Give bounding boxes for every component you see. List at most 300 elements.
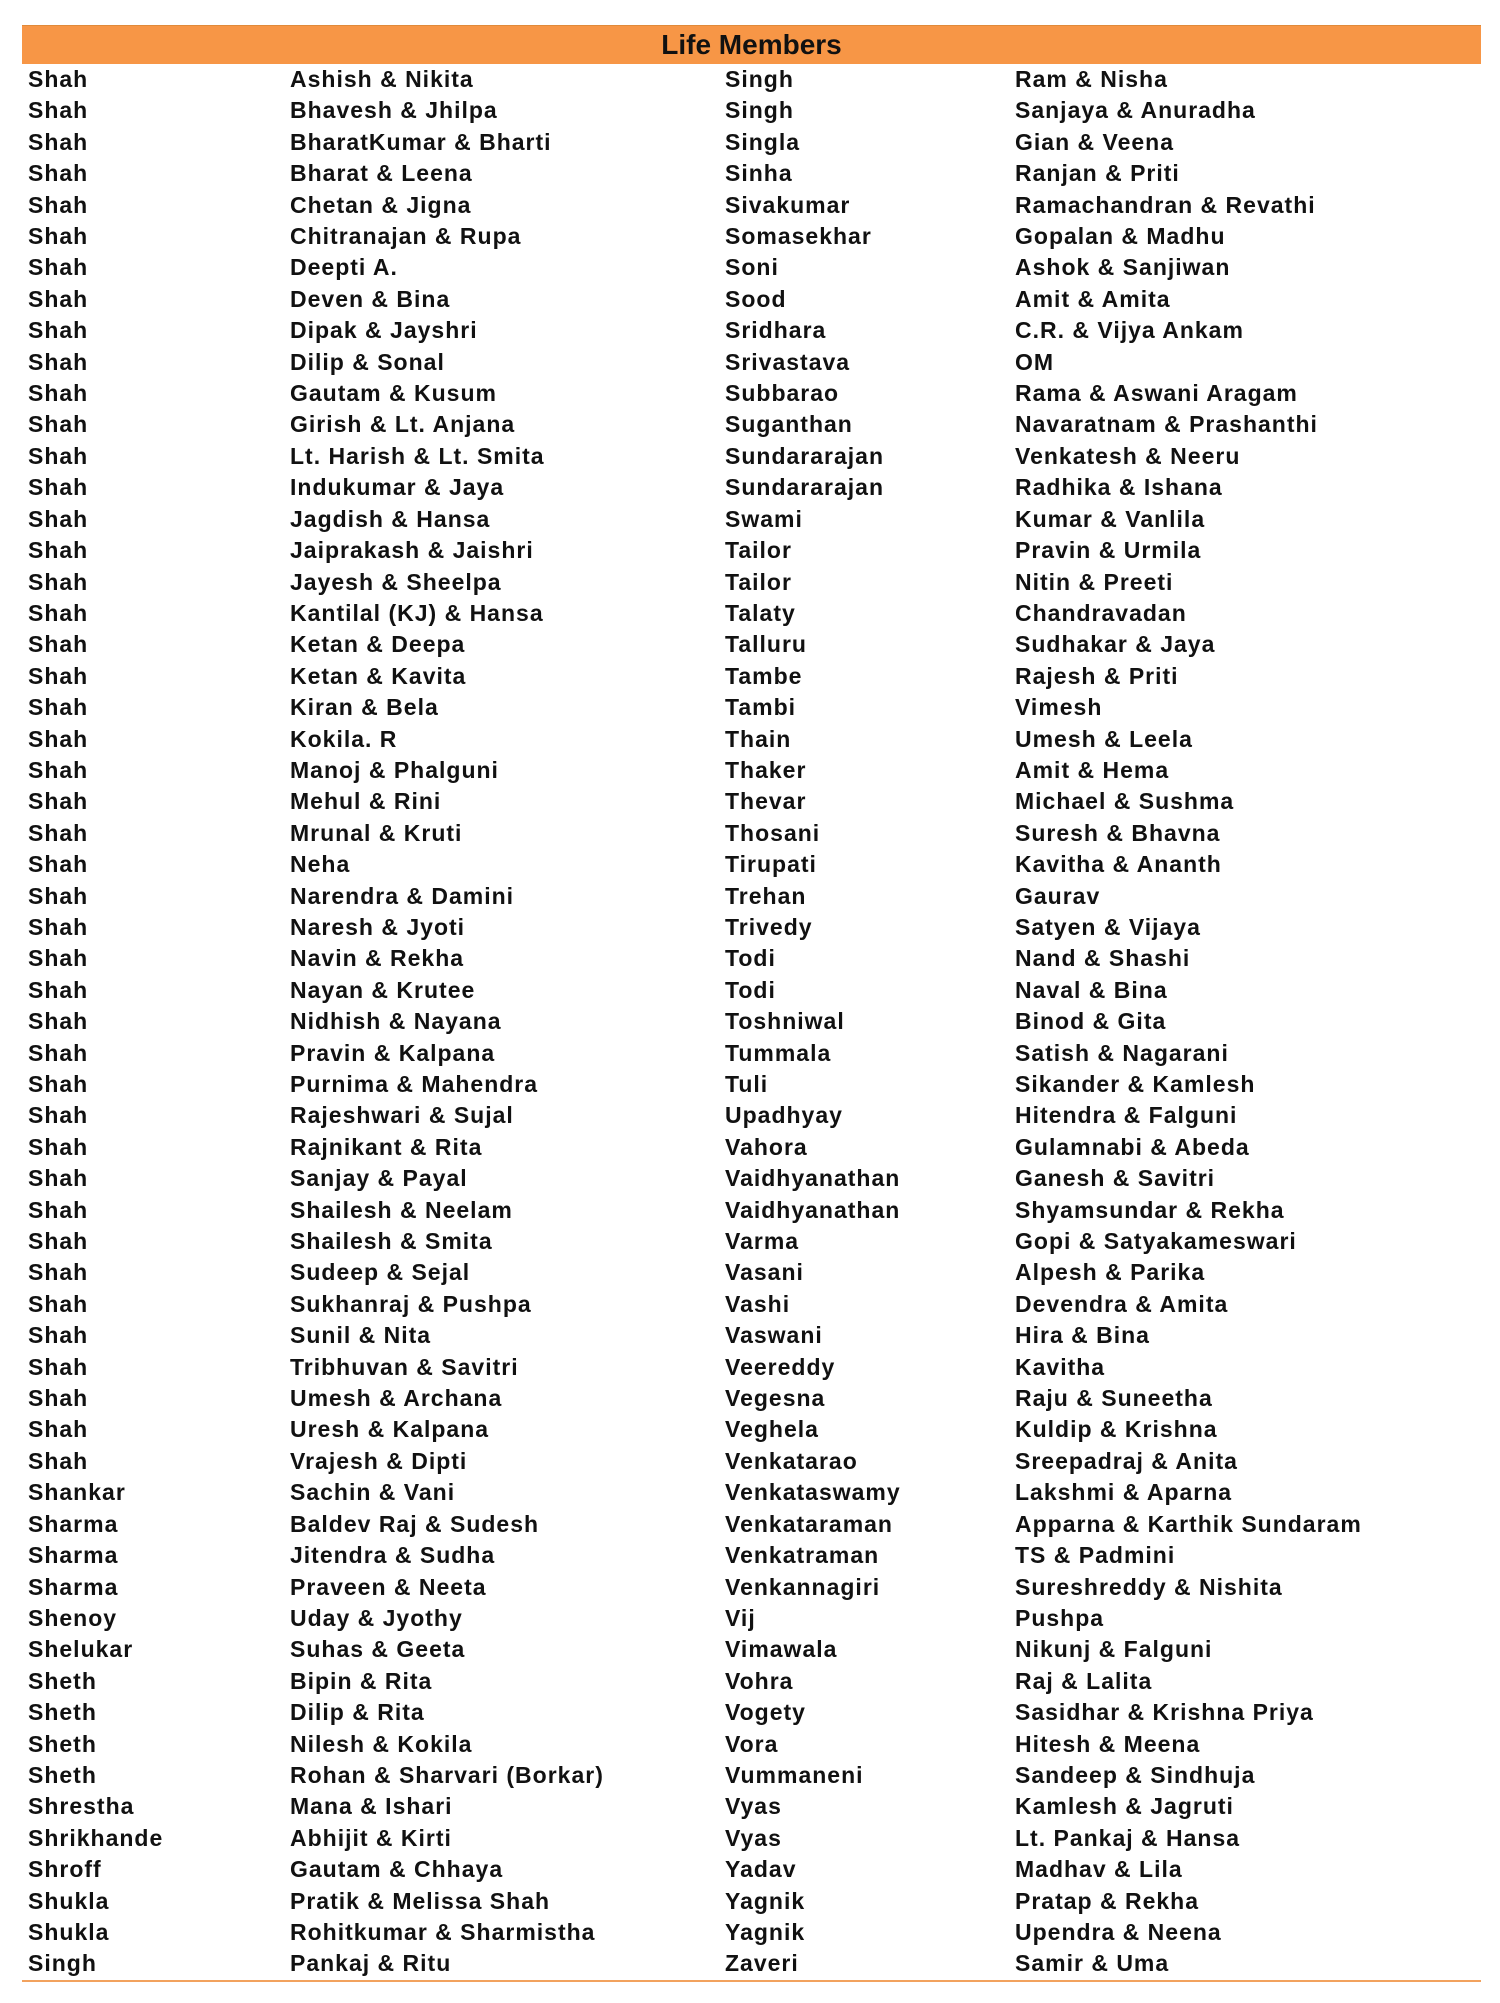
list-item	[0, 1823, 1500, 1854]
last-name-right: Talluru	[725, 631, 807, 658]
first-names-right: Kavitha & Ananth	[1015, 851, 1222, 878]
first-names-left: Purnima & Mahendra	[290, 1071, 539, 1097]
list-item	[0, 252, 1500, 283]
last-name-left: Shah	[28, 442, 89, 469]
first-names-right: Madhav & Lila	[1015, 1856, 1183, 1883]
first-names-left: Shailesh & Smita	[290, 1228, 493, 1255]
last-name-left: Shah	[28, 380, 89, 407]
last-name-left: Shah	[28, 97, 89, 124]
last-name-left: Shroff	[28, 1856, 102, 1883]
last-name-left: Shah	[28, 976, 89, 1003]
first-names-right: Apparna & Karthik Sundaram	[1015, 1510, 1362, 1537]
last-name-left: Shah	[28, 1102, 89, 1129]
bottom-divider	[22, 1980, 1481, 1982]
first-names-left: Suhas & Geeta	[290, 1636, 466, 1663]
list-item	[0, 598, 1500, 629]
last-name-left: Shah	[28, 1416, 89, 1443]
list-item	[0, 64, 1500, 95]
first-names-right: Raju & Suneetha	[1015, 1385, 1213, 1412]
last-name-right: Venkataswamy	[725, 1479, 901, 1506]
first-names-left: Sachin & Vani	[290, 1479, 456, 1506]
list-item	[0, 409, 1500, 440]
last-name-right: Yagnik	[725, 1887, 806, 1914]
list-item	[0, 661, 1500, 692]
list-item	[0, 378, 1500, 409]
list-item	[0, 1006, 1500, 1037]
last-name-left: Shrikhande	[28, 1824, 164, 1851]
list-item	[0, 1320, 1500, 1351]
last-name-left: Shah	[28, 913, 89, 940]
members-list	[0, 64, 1500, 1980]
list-item	[0, 1854, 1500, 1885]
first-names-right: Lt. Pankaj & Hansa	[1015, 1824, 1241, 1851]
first-names-left: Bipin & Rita	[290, 1667, 433, 1694]
first-names-left: Ketan & Kavita	[290, 662, 467, 689]
last-name-left: Shah	[28, 1196, 89, 1223]
last-name-right: Yadav	[725, 1856, 797, 1883]
list-item	[0, 881, 1500, 912]
list-item	[0, 190, 1500, 221]
first-names-right: Sanjaya & Anuradha	[1015, 97, 1256, 124]
last-name-right: Thosani	[725, 819, 821, 846]
first-names-left: Bharat & Leena	[290, 160, 473, 187]
last-name-left: Sheth	[28, 1699, 97, 1726]
last-name-left: Shukla	[28, 1887, 110, 1914]
last-name-right: Sinha	[725, 160, 793, 187]
last-name-right: Tailor	[725, 537, 792, 564]
last-name-right: Vegesna	[725, 1385, 826, 1412]
first-names-left: Ashish & Nikita	[290, 66, 474, 92]
first-names-right: Umesh & Leela	[1015, 725, 1193, 752]
last-name-right: Vohra	[725, 1667, 794, 1694]
last-name-right: Vasani	[725, 1259, 804, 1286]
last-name-right: Tambe	[725, 662, 803, 689]
last-name-right: Soni	[725, 254, 779, 281]
list-item	[0, 1257, 1500, 1288]
last-name-right: Tuli	[725, 1071, 769, 1097]
first-names-left: Gautam & Kusum	[290, 380, 497, 407]
last-name-right: Vij	[725, 1604, 756, 1631]
last-name-right: Vaidhyanathan	[725, 1165, 901, 1192]
first-names-right: Sreepadraj & Anita	[1015, 1447, 1238, 1474]
list-item	[0, 1572, 1500, 1603]
list-item	[0, 1132, 1500, 1163]
list-item	[0, 1697, 1500, 1728]
last-name-left: Shukla	[28, 1918, 110, 1945]
first-names-right: Ashok & Sanjiwan	[1015, 254, 1231, 281]
last-name-left: Sheth	[28, 1761, 97, 1788]
page-title: Life Members	[22, 25, 1481, 64]
last-name-right: Thaker	[725, 756, 807, 783]
first-names-left: Sukhanraj & Pushpa	[290, 1290, 532, 1317]
last-name-right: Talaty	[725, 599, 796, 626]
list-item	[0, 943, 1500, 974]
last-name-right: Todi	[725, 945, 776, 972]
first-names-left: Nilesh & Kokila	[290, 1730, 473, 1757]
last-name-left: Shah	[28, 1039, 89, 1066]
list-item	[0, 1666, 1500, 1697]
last-name-left: Sharma	[28, 1573, 119, 1600]
last-name-right: Tirupati	[725, 851, 817, 878]
first-names-right: Vimesh	[1015, 694, 1103, 721]
list-item	[0, 1791, 1500, 1822]
first-names-left: Rohitkumar & Sharmistha	[290, 1918, 596, 1945]
first-names-right: Chandravadan	[1015, 599, 1187, 626]
first-names-right: Naval & Bina	[1015, 976, 1168, 1003]
first-names-right: Sikander & Kamlesh	[1015, 1071, 1256, 1097]
last-name-right: Veereddy	[725, 1353, 836, 1380]
list-item	[0, 95, 1500, 126]
last-name-right: Vahora	[725, 1133, 808, 1160]
first-names-right: Sasidhar & Krishna Priya	[1015, 1699, 1314, 1726]
first-names-left: Sanjay & Payal	[290, 1165, 468, 1192]
first-names-left: Praveen & Neeta	[290, 1573, 487, 1600]
last-name-left: Sheth	[28, 1730, 97, 1757]
last-name-right: Vogety	[725, 1699, 806, 1726]
last-name-right: Tummala	[725, 1039, 832, 1066]
first-names-right: Satyen & Vijaya	[1015, 913, 1201, 940]
list-item	[0, 1477, 1500, 1508]
last-name-right: Venkatraman	[725, 1542, 880, 1569]
first-names-right: Radhika & Ishana	[1015, 474, 1223, 501]
first-names-left: Neha	[290, 851, 351, 878]
list-item	[0, 849, 1500, 880]
last-name-left: Shah	[28, 756, 89, 783]
first-names-left: Bhavesh & Jhilpa	[290, 97, 498, 124]
first-names-left: Jaiprakash & Jaishri	[290, 537, 534, 564]
list-item	[0, 692, 1500, 723]
first-names-left: Pratik & Melissa Shah	[290, 1887, 551, 1914]
first-names-right: Suresh & Bhavna	[1015, 819, 1221, 846]
last-name-left: Shah	[28, 1322, 89, 1349]
first-names-left: Rajeshwari & Sujal	[290, 1102, 514, 1129]
last-name-left: Shankar	[28, 1479, 126, 1506]
first-names-left: Uresh & Kalpana	[290, 1416, 490, 1443]
first-names-right: Binod & Gita	[1015, 1008, 1167, 1035]
first-names-right: Kavitha	[1015, 1353, 1106, 1380]
first-names-left: Kokila. R	[290, 725, 398, 752]
first-names-left: Abhijit & Kirti	[290, 1824, 452, 1851]
last-name-left: Singh	[28, 1950, 97, 1977]
last-name-left: Shah	[28, 1165, 89, 1192]
first-names-right: Nikunj & Falguni	[1015, 1636, 1213, 1663]
last-name-left: Shah	[28, 66, 89, 92]
first-names-right: Pravin & Urmila	[1015, 537, 1202, 564]
first-names-right: Ram & Nisha	[1015, 66, 1168, 92]
last-name-left: Shah	[28, 945, 89, 972]
first-names-left: Dipak & Jayshri	[290, 317, 478, 344]
first-names-right: Amit & Hema	[1015, 756, 1170, 783]
first-names-right: Nand & Shashi	[1015, 945, 1191, 972]
last-name-right: Varma	[725, 1228, 800, 1255]
last-name-left: Shah	[28, 1385, 89, 1412]
first-names-right: Hira & Bina	[1015, 1322, 1150, 1349]
last-name-left: Sharma	[28, 1510, 119, 1537]
first-names-right: Nitin & Preeti	[1015, 568, 1174, 595]
last-name-right: Vummaneni	[725, 1761, 864, 1788]
last-name-right: Singh	[725, 97, 794, 124]
last-name-right: Somasekhar	[725, 223, 872, 250]
list-item	[0, 1414, 1500, 1445]
last-name-right: Sridhara	[725, 317, 827, 344]
list-item	[0, 975, 1500, 1006]
first-names-left: Mrunal & Kruti	[290, 819, 463, 846]
last-name-left: Shah	[28, 662, 89, 689]
first-names-left: Manoj & Phalguni	[290, 756, 499, 783]
first-names-left: Nidhish & Nayana	[290, 1008, 502, 1035]
list-item	[0, 1352, 1500, 1383]
last-name-left: Shah	[28, 285, 89, 312]
first-names-right: C.R. & Vijya Ankam	[1015, 317, 1244, 344]
first-names-left: Deepti A.	[290, 254, 398, 281]
last-name-left: Shah	[28, 474, 89, 501]
last-name-right: Yagnik	[725, 1918, 806, 1945]
first-names-right: Satish & Nagarani	[1015, 1039, 1229, 1066]
first-names-right: Devendra & Amita	[1015, 1290, 1229, 1317]
last-name-left: Shah	[28, 819, 89, 846]
list-item	[0, 1886, 1500, 1917]
last-name-left: Shah	[28, 1290, 89, 1317]
first-names-left: Umesh & Archana	[290, 1385, 503, 1412]
last-name-right: Vyas	[725, 1793, 782, 1820]
first-names-right: Kuldip & Krishna	[1015, 1416, 1218, 1443]
list-item	[0, 347, 1500, 378]
list-item	[0, 912, 1500, 943]
first-names-left: Mana & Ishari	[290, 1793, 453, 1820]
first-names-right: Navaratnam & Prashanthi	[1015, 411, 1318, 438]
first-names-left: Lt. Harish & Lt. Smita	[290, 442, 545, 469]
last-name-left: Shah	[28, 851, 89, 878]
last-name-left: Shah	[28, 631, 89, 658]
first-names-left: Narendra & Damini	[290, 882, 515, 909]
last-name-right: Todi	[725, 976, 776, 1003]
last-name-left: Shah	[28, 411, 89, 438]
last-name-right: Sundararajan	[725, 474, 884, 501]
list-item	[0, 472, 1500, 503]
list-item	[0, 158, 1500, 189]
first-names-right: Sandeep & Sindhuja	[1015, 1761, 1256, 1788]
list-item	[0, 315, 1500, 346]
first-names-right: Amit & Amita	[1015, 285, 1171, 312]
list-item	[0, 1603, 1500, 1634]
last-name-left: Shah	[28, 1133, 89, 1160]
last-name-right: Sundararajan	[725, 442, 884, 469]
first-names-left: Mehul & Rini	[290, 788, 442, 815]
first-names-left: Dilip & Sonal	[290, 348, 445, 375]
last-name-right: Thain	[725, 725, 792, 752]
last-name-left: Shah	[28, 160, 89, 187]
first-names-right: Alpesh & Parika	[1015, 1259, 1206, 1286]
last-name-right: Tambi	[725, 694, 797, 721]
last-name-left: Shah	[28, 694, 89, 721]
list-item	[0, 1634, 1500, 1665]
list-item	[0, 1163, 1500, 1194]
last-name-left: Shah	[28, 1447, 89, 1474]
last-name-right: Toshniwal	[725, 1008, 845, 1035]
first-names-left: Rohan & Sharvari (Borkar)	[290, 1761, 604, 1788]
first-names-right: Pushpa	[1015, 1604, 1105, 1631]
last-name-right: Singh	[725, 66, 794, 92]
first-names-right: Shyamsundar & Rekha	[1015, 1196, 1285, 1223]
last-name-left: Shah	[28, 1071, 89, 1097]
list-item	[0, 755, 1500, 786]
first-names-left: Sudeep & Sejal	[290, 1259, 471, 1286]
last-name-right: Veghela	[725, 1416, 819, 1443]
list-item	[0, 221, 1500, 252]
first-names-right: Gaurav	[1015, 882, 1101, 909]
last-name-left: Shah	[28, 1008, 89, 1035]
last-name-left: Shah	[28, 599, 89, 626]
list-item	[0, 1917, 1500, 1948]
first-names-right: Gian & Veena	[1015, 128, 1175, 155]
first-names-left: Jagdish & Hansa	[290, 505, 491, 532]
list-item	[0, 1195, 1500, 1226]
list-item	[0, 1226, 1500, 1257]
first-names-left: Chetan & Jigna	[290, 191, 472, 218]
first-names-left: Gautam & Chhaya	[290, 1856, 504, 1883]
first-names-right: Gopi & Satyakameswari	[1015, 1228, 1297, 1255]
last-name-right: Vaidhyanathan	[725, 1196, 901, 1223]
last-name-left: Shah	[28, 223, 89, 250]
first-names-left: Shailesh & Neelam	[290, 1196, 513, 1223]
last-name-right: Trehan	[725, 882, 807, 909]
first-names-right: Rajesh & Priti	[1015, 662, 1179, 689]
list-item	[0, 284, 1500, 315]
last-name-left: Shah	[28, 128, 89, 155]
list-item	[0, 1509, 1500, 1540]
last-name-left: Shah	[28, 317, 89, 344]
last-name-left: Shenoy	[28, 1604, 118, 1631]
last-name-left: Shah	[28, 568, 89, 595]
first-names-left: Sunil & Nita	[290, 1322, 432, 1349]
last-name-left: Shah	[28, 505, 89, 532]
first-names-left: Vrajesh & Dipti	[290, 1447, 468, 1474]
last-name-left: Shah	[28, 1228, 89, 1255]
last-name-right: Tailor	[725, 568, 792, 595]
first-names-left: Naresh & Jyoti	[290, 913, 466, 940]
last-name-right: Trivedy	[725, 913, 813, 940]
list-item	[0, 1540, 1500, 1571]
first-names-right: Sureshreddy & Nishita	[1015, 1573, 1283, 1600]
first-names-left: Pankaj & Ritu	[290, 1950, 452, 1977]
first-names-right: Lakshmi & Aparna	[1015, 1479, 1233, 1506]
list-item	[0, 1383, 1500, 1414]
first-names-left: Pravin & Kalpana	[290, 1039, 496, 1066]
list-item	[0, 724, 1500, 755]
last-name-right: Suganthan	[725, 411, 853, 438]
last-name-right: Venkatarao	[725, 1447, 858, 1474]
last-name-left: Shah	[28, 1353, 89, 1380]
first-names-left: Jitendra & Sudha	[290, 1542, 496, 1569]
list-item	[0, 629, 1500, 660]
list-item	[0, 818, 1500, 849]
last-name-right: Swami	[725, 505, 803, 532]
last-name-right: Vashi	[725, 1290, 791, 1317]
list-item	[0, 1038, 1500, 1069]
first-names-left: Deven & Bina	[290, 285, 451, 312]
last-name-left: Sharma	[28, 1542, 119, 1569]
first-names-right: Ranjan & Priti	[1015, 160, 1180, 187]
last-name-left: Sheth	[28, 1667, 97, 1694]
last-name-right: Vyas	[725, 1824, 782, 1851]
first-names-right: Michael & Sushma	[1015, 788, 1235, 815]
last-name-right: Vora	[725, 1730, 779, 1757]
first-names-right: Ganesh & Savitri	[1015, 1165, 1216, 1192]
last-name-right: Venkannagiri	[725, 1573, 881, 1600]
first-names-left: Kantilal (KJ) & Hansa	[290, 599, 544, 626]
last-name-left: Shah	[28, 537, 89, 564]
first-names-left: Dilip & Rita	[290, 1699, 425, 1726]
first-names-right: Upendra & Neena	[1015, 1918, 1222, 1945]
first-names-right: Pratap & Rekha	[1015, 1887, 1200, 1914]
first-names-right: TS & Padmini	[1015, 1542, 1176, 1569]
first-names-left: Indukumar & Jaya	[290, 474, 505, 501]
first-names-left: Kiran & Bela	[290, 694, 439, 721]
first-names-right: Venkatesh & Neeru	[1015, 442, 1241, 469]
first-names-right: Ramachandran & Revathi	[1015, 191, 1316, 218]
last-name-left: Shrestha	[28, 1793, 135, 1820]
first-names-right: Samir & Uma	[1015, 1950, 1170, 1977]
first-names-left: Girish & Lt. Anjana	[290, 411, 516, 438]
last-name-right: Singla	[725, 128, 801, 155]
first-names-left: Navin & Rekha	[290, 945, 465, 972]
first-names-left: Tribhuvan & Savitri	[290, 1353, 519, 1380]
last-name-right: Vimawala	[725, 1636, 838, 1663]
list-item	[0, 504, 1500, 535]
last-name-left: Shah	[28, 725, 89, 752]
last-name-left: Shah	[28, 191, 89, 218]
last-name-right: Sood	[725, 285, 787, 312]
last-name-right: Zaveri	[725, 1950, 799, 1977]
first-names-right: OM	[1015, 348, 1055, 375]
list-item	[0, 535, 1500, 566]
list-item	[0, 1729, 1500, 1760]
first-names-left: Uday & Jyothy	[290, 1604, 463, 1631]
list-item	[0, 567, 1500, 598]
last-name-right: Sivakumar	[725, 191, 851, 218]
last-name-right: Subbarao	[725, 380, 840, 407]
last-name-left: Shah	[28, 254, 89, 281]
last-name-left: Shah	[28, 882, 89, 909]
last-name-right: Venkataraman	[725, 1510, 893, 1537]
first-names-right: Raj & Lalita	[1015, 1667, 1153, 1694]
first-names-left: Baldev Raj & Sudesh	[290, 1510, 540, 1537]
first-names-right: Kumar & Vanlila	[1015, 505, 1206, 532]
list-item	[0, 127, 1500, 158]
first-names-right: Gopalan & Madhu	[1015, 223, 1226, 250]
list-item	[0, 1760, 1500, 1791]
last-name-right: Upadhyay	[725, 1102, 843, 1129]
first-names-left: Nayan & Krutee	[290, 976, 476, 1003]
list-item	[0, 441, 1500, 472]
list-item	[0, 1446, 1500, 1477]
last-name-right: Srivastava	[725, 348, 851, 375]
last-name-left: Shelukar	[28, 1636, 134, 1663]
first-names-left: Ketan & Deepa	[290, 631, 466, 658]
last-name-left: Shah	[28, 1259, 89, 1286]
first-names-right: Gulamnabi & Abeda	[1015, 1133, 1250, 1160]
last-name-right: Thevar	[725, 788, 807, 815]
last-name-right: Vaswani	[725, 1322, 823, 1349]
first-names-right: Sudhakar & Jaya	[1015, 631, 1216, 658]
first-names-right: Kamlesh & Jagruti	[1015, 1793, 1234, 1820]
last-name-left: Shah	[28, 788, 89, 815]
list-item	[0, 1100, 1500, 1131]
list-item	[0, 1289, 1500, 1320]
list-item	[0, 1069, 1500, 1100]
last-name-left: Shah	[28, 348, 89, 375]
first-names-left: BharatKumar & Bharti	[290, 128, 552, 155]
